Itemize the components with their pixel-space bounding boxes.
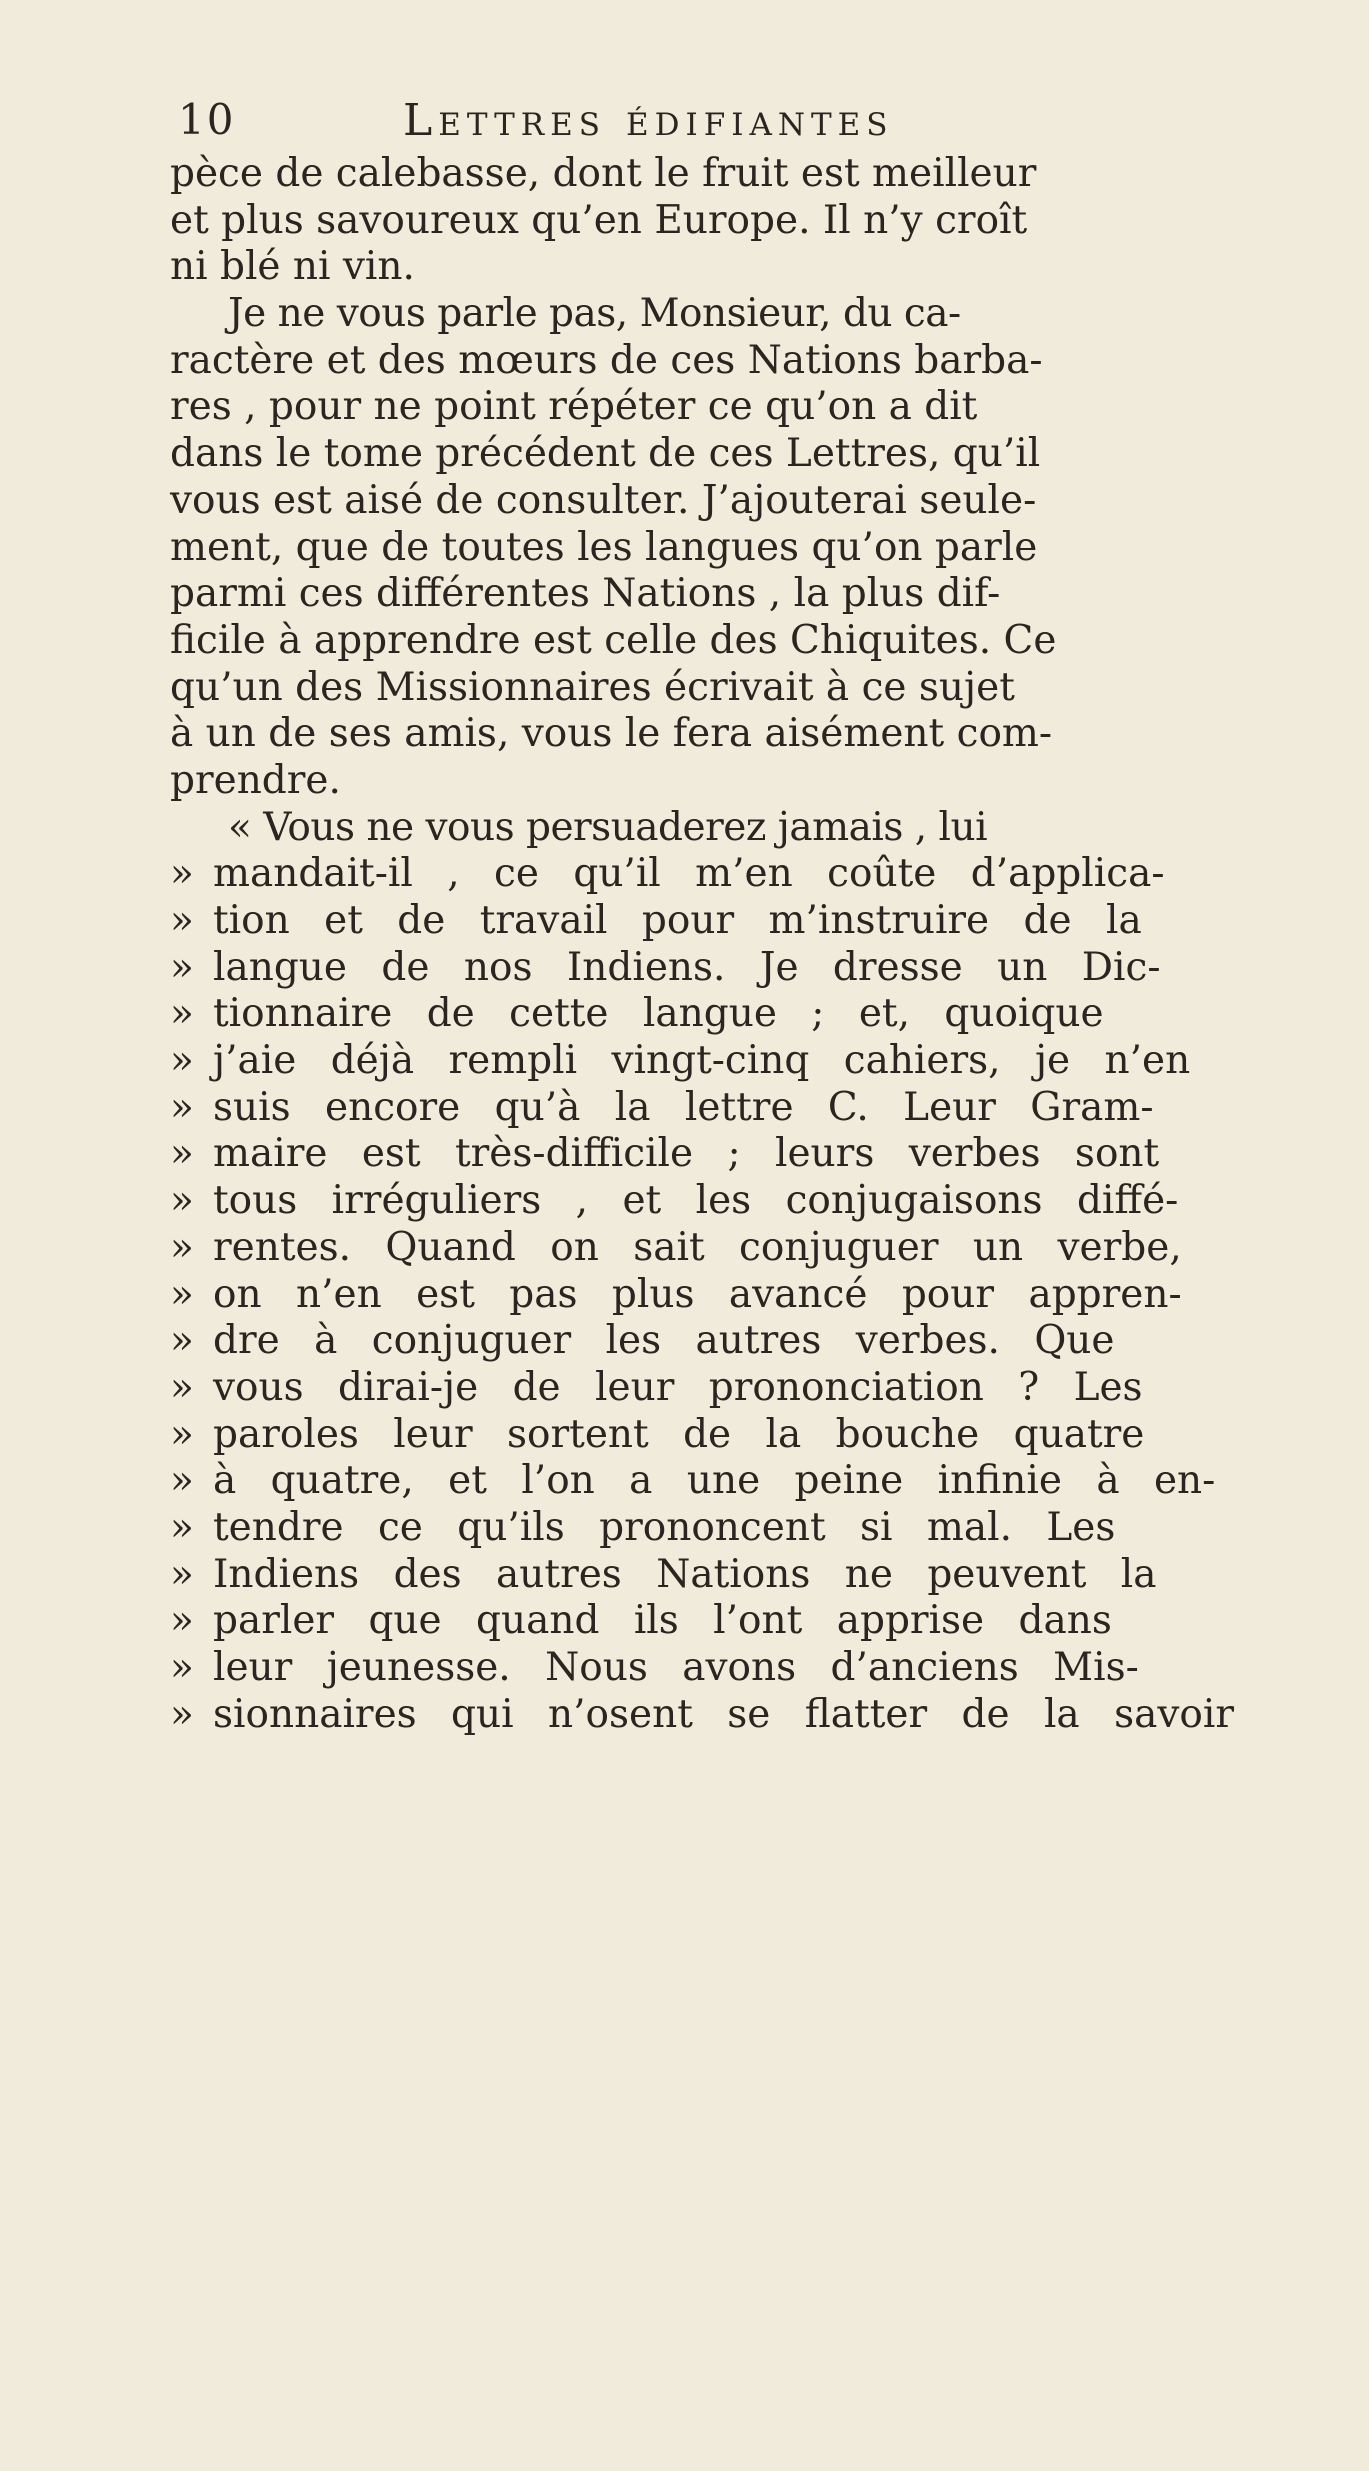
quote-text: paroles leur sortent de la bouche quatre xyxy=(213,1411,1145,1457)
text-line: à un de ses amis, vous le fera aisément com- xyxy=(170,711,1053,757)
quote-mark: » xyxy=(170,898,194,943)
quote-text: dre à conjuguer les autres verbes. Que xyxy=(213,1318,1115,1364)
quote-text: Indiens des autres Nations ne peuvent la xyxy=(213,1551,1157,1597)
text-line: vous est aisé de consulter. J’ajouterai seule- xyxy=(170,477,1037,523)
quote-mark: » xyxy=(170,1178,194,1224)
text-line: ment, que de toutes les langues qu’on parle xyxy=(170,524,1038,570)
quote-line xyxy=(170,1225,1252,1272)
quote-line xyxy=(170,1458,1252,1505)
quote-mark: » xyxy=(170,1084,194,1130)
paragraph-1 xyxy=(170,151,1252,291)
page-number: 10 xyxy=(178,95,236,144)
quote-text: tendre ce qu’ils prononcent si mal. Les xyxy=(213,1504,1116,1550)
quote-text: tous irréguliers , et les conjugaisons diffé- xyxy=(213,1178,1179,1224)
quote-line xyxy=(170,991,1252,1038)
quote-mark: » xyxy=(170,991,194,1037)
quote-mark: » xyxy=(170,1038,194,1084)
quote-line xyxy=(170,1085,1252,1132)
quote-line xyxy=(170,1131,1252,1178)
text-line: Je ne vous parle pas, Monsieur, du ca- xyxy=(228,291,961,337)
text-line: qu’un des Missionnaires écrivait à ce sujet xyxy=(170,664,1015,710)
quote-text: j’aie déjà rempli vingt-cinq cahiers, je n’en xyxy=(213,1038,1191,1084)
quote-mark: » xyxy=(170,1504,194,1550)
quote-line xyxy=(170,1598,1252,1645)
quote-mark: » xyxy=(170,944,194,990)
body-text xyxy=(170,151,1252,1738)
quote-line xyxy=(170,1645,1252,1692)
quote-line xyxy=(170,1692,1252,1739)
quote-line xyxy=(170,1412,1252,1459)
running-header xyxy=(178,95,1048,151)
text-line: res , pour ne point répéter ce qu’on a dit xyxy=(170,384,978,430)
quote-line xyxy=(170,1178,1252,1225)
quote-mark: » xyxy=(170,1131,194,1177)
quote-mark: » xyxy=(170,1364,194,1410)
quote-mark: » xyxy=(170,1691,194,1737)
quote-mark: » xyxy=(170,1458,194,1504)
quote-text: vous dirai-je de leur prononciation ? Les xyxy=(213,1364,1143,1410)
quote-line xyxy=(170,1552,1252,1599)
quote-line xyxy=(170,1318,1252,1365)
quote-text: sionnaires qui n’osent se flatter de la savoir xyxy=(213,1691,1234,1737)
quote-text: leur jeunesse. Nous avons d’anciens Mis- xyxy=(213,1645,1139,1690)
quote-line xyxy=(170,1038,1252,1085)
quote-mark: » xyxy=(170,1411,194,1457)
text-line: pèce de calebasse, dont le fruit est meilleur xyxy=(170,151,1037,196)
quote-text: mandait-il , ce qu’il m’en coûte d’applica- xyxy=(213,851,1165,897)
quote-line xyxy=(170,1272,1252,1319)
text-line: parmi ces différentes Nations , la plus dif- xyxy=(170,571,1001,617)
quote-text: tion et de travail pour m’instruire de la xyxy=(213,898,1142,943)
quote-text: maire est très-difficile ; leurs verbes sont xyxy=(213,1131,1160,1177)
quote-line xyxy=(170,851,1252,898)
quote-text: on n’en est pas plus avancé pour appren- xyxy=(213,1271,1182,1317)
text-line: dans le tome précédent de ces Lettres, qu’il xyxy=(170,431,1041,477)
quote-text: tionnaire de cette langue ; et, quoique xyxy=(213,991,1104,1037)
quote-line xyxy=(170,1365,1252,1412)
quote-mark: » xyxy=(170,1551,194,1597)
running-title: Lettres édifiantes xyxy=(403,95,894,146)
quote-line xyxy=(170,898,1252,945)
quote-text: langue de nos Indiens. Je dresse un Dic- xyxy=(213,944,1161,990)
quote-mark: » xyxy=(170,851,194,897)
quote-mark: » xyxy=(170,1224,194,1270)
quote-mark: » xyxy=(170,1598,194,1644)
quote-mark: » xyxy=(170,1271,194,1317)
quote-mark: » xyxy=(170,1645,194,1690)
quoted-letter xyxy=(170,805,1252,1739)
quote-text: parler que quand ils l’ont apprise dans xyxy=(213,1598,1112,1644)
text-line: prendre. xyxy=(170,757,341,803)
quote-line xyxy=(170,945,1252,992)
quote-line xyxy=(170,1505,1252,1552)
quote-text: suis encore qu’à la lettre C. Leur Gram- xyxy=(213,1084,1154,1130)
quote-text: à quatre, et l’on a une peine infinie à en- xyxy=(213,1458,1216,1504)
text-line: et plus savoureux qu’en Europe. Il n’y croît xyxy=(170,197,1028,243)
text-line: ractère et des mœurs de ces Nations barba- xyxy=(170,337,1043,383)
paragraph-2 xyxy=(170,291,1252,805)
text-line: ficile à apprendre est celle des Chiquites. Ce xyxy=(170,617,1057,663)
quote-first-line: « Vous ne vous persuaderez jamais , lui xyxy=(228,804,988,850)
quote-text: rentes. Quand on sait conjuguer un verbe, xyxy=(213,1224,1182,1270)
quote-mark: » xyxy=(170,1318,194,1364)
text-line: ni blé ni vin. xyxy=(170,244,415,290)
